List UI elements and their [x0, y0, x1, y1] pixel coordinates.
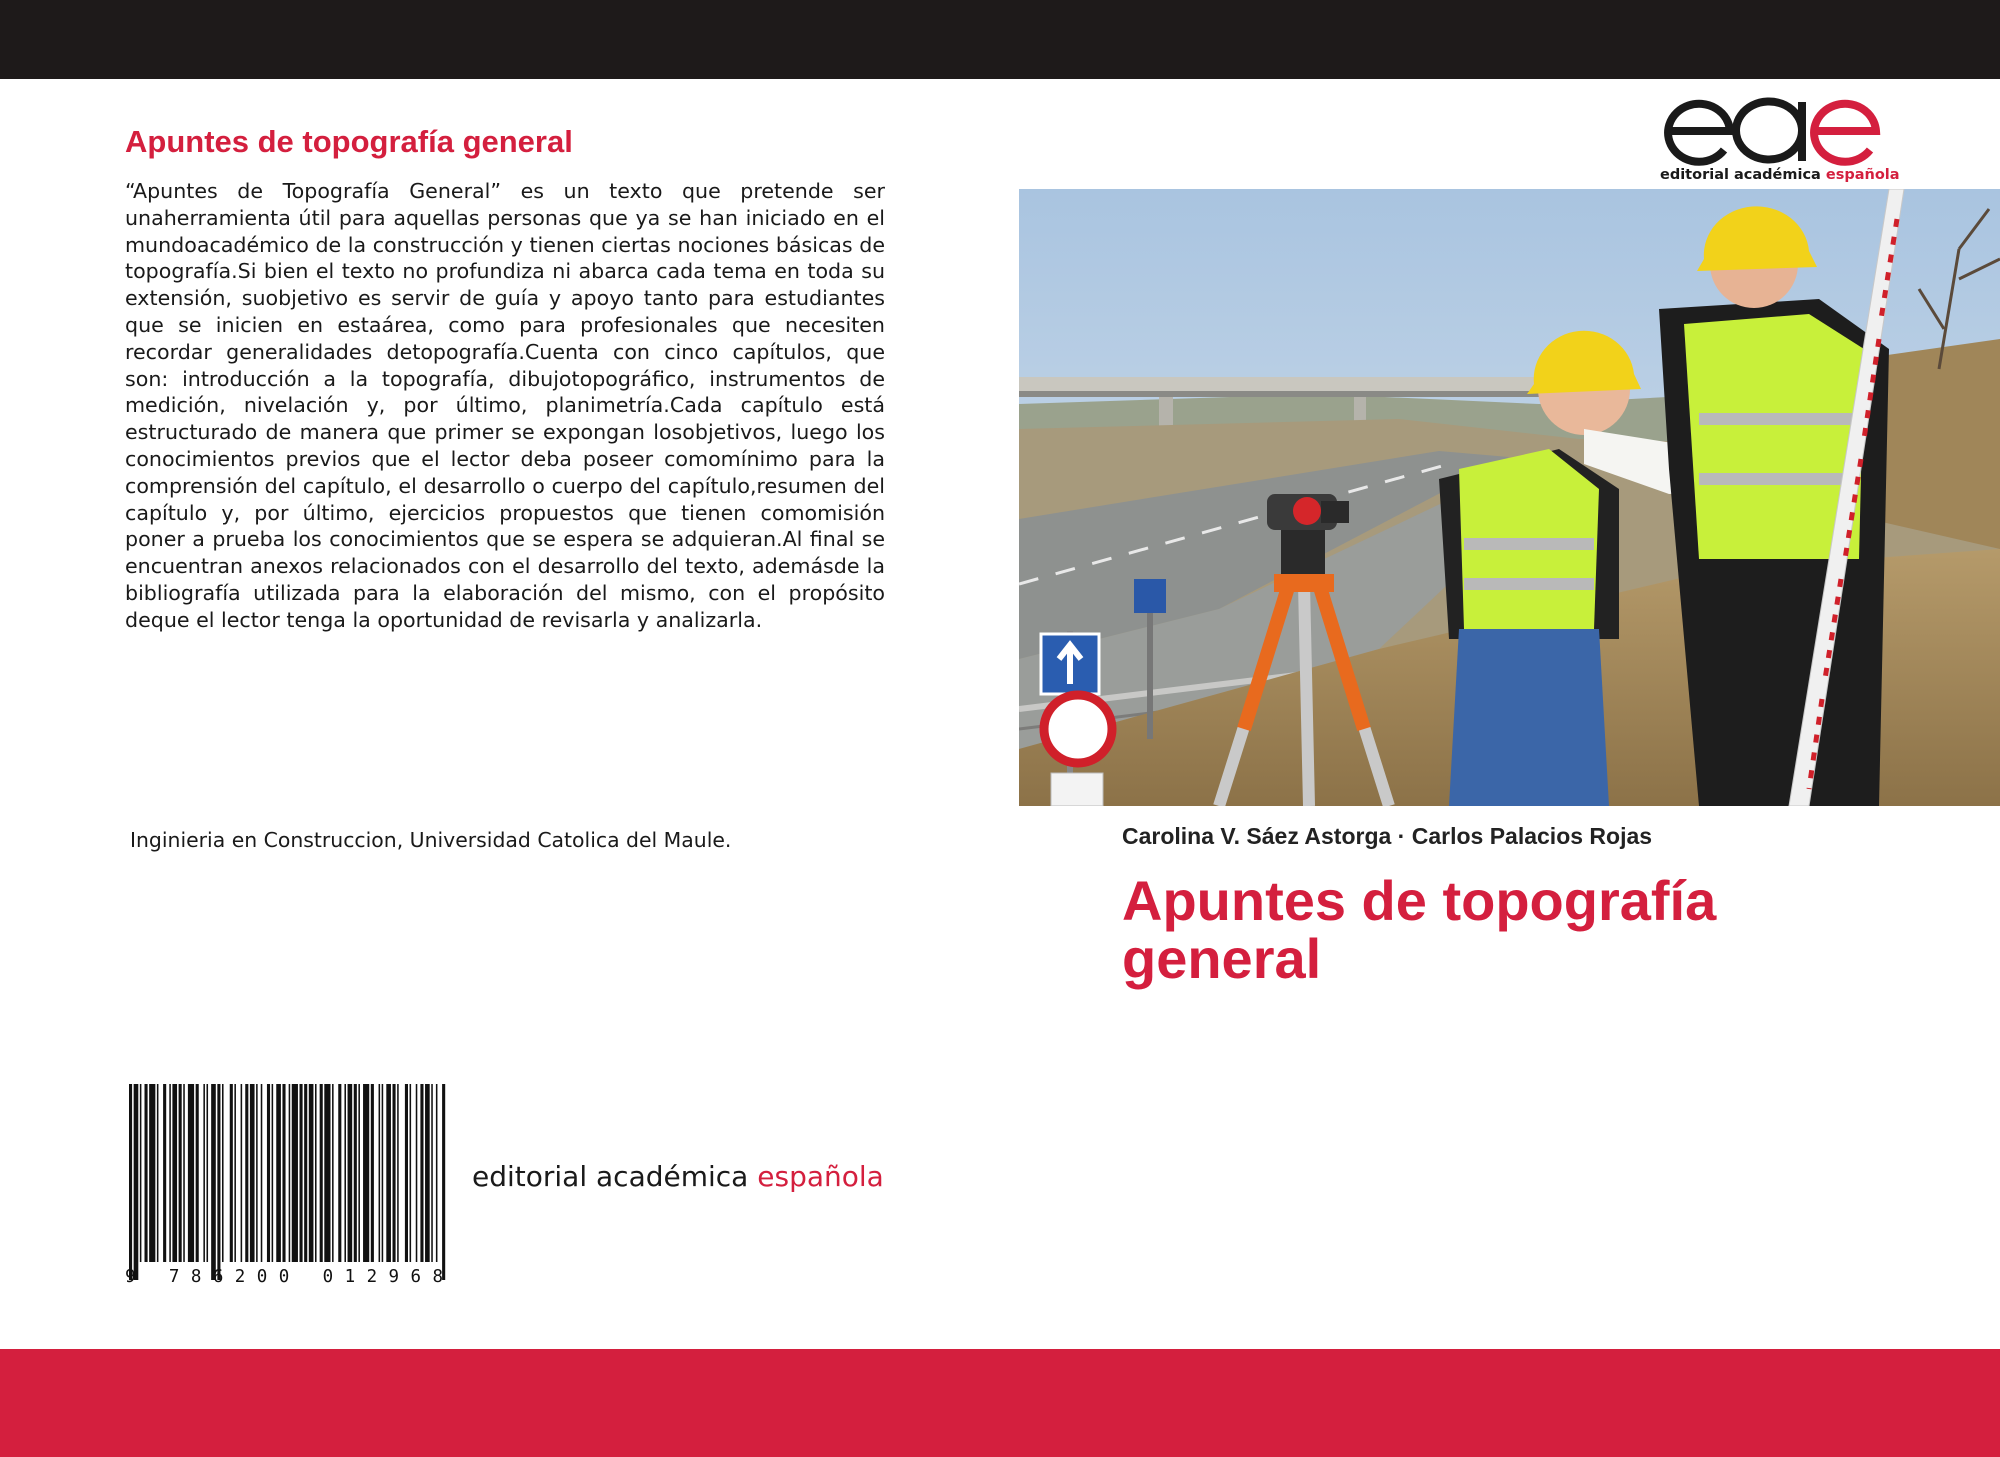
barcode-bar — [163, 1084, 166, 1262]
barcode-bar — [397, 1084, 399, 1262]
publisher-logo — [1660, 95, 1900, 193]
barcode-bar — [188, 1084, 194, 1262]
barcode-bar — [217, 1084, 220, 1280]
barcode-bar — [129, 1084, 132, 1280]
barcode-bar — [344, 1084, 346, 1262]
barcode-bar — [315, 1084, 317, 1262]
barcode-bar — [179, 1084, 182, 1262]
barcode-bar — [276, 1084, 281, 1262]
logo-caption — [1660, 167, 1900, 183]
barcode-bar — [425, 1084, 430, 1262]
barcode-bar — [183, 1084, 185, 1262]
bottom-band — [0, 1349, 2000, 1457]
barcode-bar — [410, 1084, 412, 1262]
barcode-bar — [320, 1084, 323, 1262]
barcode-bar — [382, 1084, 384, 1262]
back-cover-blurb: “Apuntes de Topografía General” es un texto que pretende ser unaherramienta útil para aquellas personas que ya se han iniciado en el mundoacadémico de la construcción y tienen ciertas nociones básicas de topografía.Si bien el texto no profundiza ni abarca cada tema en toda su extensión, suobjetivo es servir de guía y apoyo tanto para estudiantes que se inicien en estaárea, como para profesionales que necesiten recordar generalidades detopografía.Cuenta con cinco capítulos, que son: introducción a la topografía, dibujotopográfico, instrumentos de medición, nivelación y, por último, planimetría.Cada capítulo está estructurado de manera que primer se expongan losobjetivos, luego los conocimientos previos que el lector deba poseer comomínimo para la comprensión del capítulo, el desarrollo o cuerpo del capítulo,resumen del capítulo y, por último, ejercicios propuestos que tienen comomisión poner a prueba los conocimientos que se espera se adquieran.Al final se encuentran anexos relacionados con el desarrollo del texto, ademásde la bibliografía utilizada para la elaboración del mismo, con el propósito deque el lector tenga la oportunidad de revisarla y analizarla. — [125, 179, 885, 632]
barcode-bar — [304, 1084, 307, 1262]
barcode-bar — [292, 1084, 298, 1262]
barcode-bar — [420, 1084, 423, 1262]
barcode-bar — [203, 1084, 205, 1262]
cover-authors: Carolina V. Sáez Astorga · Carlos Palacios Rojas — [1122, 823, 1653, 849]
barcode-bar — [145, 1084, 148, 1262]
barcode-bar — [354, 1084, 357, 1262]
barcode-bar — [338, 1084, 341, 1262]
barcode-bar — [272, 1084, 274, 1262]
barcode-bar — [230, 1084, 233, 1262]
barcode-bar — [222, 1084, 224, 1262]
barcode-bar — [442, 1084, 445, 1280]
barcode-bar — [393, 1084, 396, 1262]
barcode-bar — [348, 1084, 353, 1262]
barcode-bar — [256, 1084, 258, 1262]
isbn-digits: 9 786200 012968 — [125, 1267, 443, 1284]
logo-main: editorial académica — [1660, 167, 1826, 183]
top-band — [0, 0, 2000, 79]
barcode-bar — [207, 1084, 209, 1262]
cover-title: Apuntes de topografía general — [1122, 869, 1717, 990]
barcode-bar — [169, 1084, 171, 1262]
barcode-bar — [211, 1084, 216, 1280]
barcode-bar — [261, 1084, 263, 1262]
barcode-bar — [196, 1084, 199, 1262]
barcode-bar — [241, 1084, 243, 1262]
barcode-bar — [431, 1084, 433, 1262]
eae-logo-mark — [1660, 95, 1886, 167]
logo-accent: española — [1825, 167, 1900, 183]
barcode-bar — [300, 1084, 303, 1262]
barcode-bar — [250, 1084, 255, 1262]
back-publisher-name — [472, 1160, 884, 1193]
barcode-bar — [309, 1084, 314, 1262]
barcode-bar — [379, 1084, 381, 1262]
barcode-bar — [172, 1084, 177, 1262]
barcode-bar — [149, 1084, 155, 1262]
barcode-bar — [234, 1084, 236, 1262]
barcode-bar — [267, 1084, 270, 1262]
barcode-bar — [324, 1084, 330, 1262]
barcode-bar — [363, 1084, 369, 1262]
barcode-bar — [416, 1084, 418, 1262]
barcode-bar — [386, 1084, 391, 1262]
author-affiliation: Inginieria en Construccion, Universidad Catolica del Maule. — [130, 828, 732, 852]
barcode-bar — [140, 1084, 142, 1262]
barcode-bar — [358, 1084, 360, 1262]
publisher-main: editorial académica — [472, 1160, 758, 1193]
isbn-barcode — [125, 1084, 455, 1284]
back-cover-title: Apuntes de topografía general — [125, 124, 573, 159]
barcode-bar — [245, 1084, 248, 1262]
barcode-bar — [332, 1084, 334, 1262]
publisher-accent: española — [757, 1160, 884, 1193]
barcode-bar — [436, 1084, 438, 1262]
barcode-bar — [157, 1084, 159, 1262]
barcode-bar — [289, 1084, 291, 1262]
barcode-bar — [134, 1084, 139, 1280]
cover-photo-surveyors — [1019, 189, 2000, 806]
barcode-bar — [371, 1084, 374, 1262]
barcode-bar — [405, 1084, 408, 1262]
barcode-bar — [282, 1084, 285, 1262]
